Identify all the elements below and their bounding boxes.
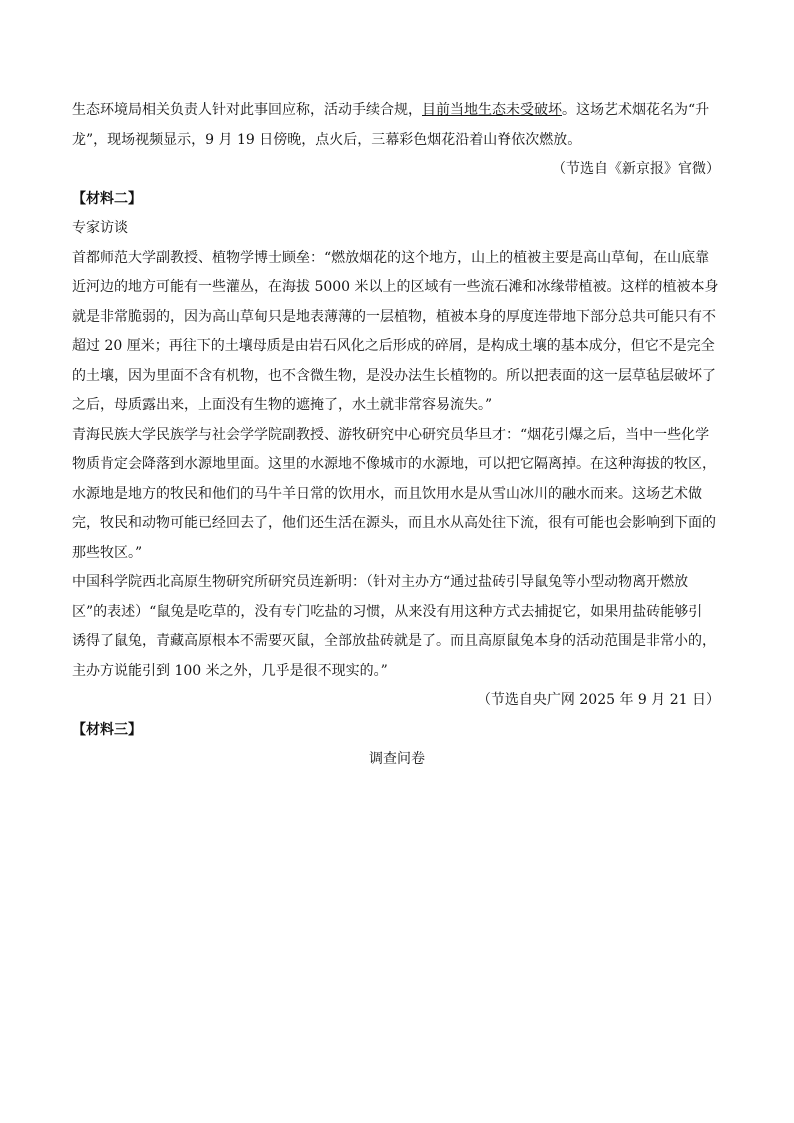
expert-paragraph bbox=[72, 568, 722, 686]
text-line: 首都师范大学副教授、植物学博士顾垒：“燃放烟花的这个地方，山上的植被主要是高山草甸，在山底靠 bbox=[72, 249, 710, 266]
text-line: 龙”，现场视频显示，9 月 19 日傍晚，点火后，三幕彩色烟花沿着山脊依次燃放。 bbox=[72, 131, 582, 148]
expert-paragraph bbox=[72, 421, 722, 569]
text-segment: 。这场艺术烟花名为“升 bbox=[562, 102, 710, 118]
text-line: 中国科学院西北高原生物研究所研究员连新明：（针对主办方“通过盐砖引导鼠兔等小型动物离开燃放 bbox=[72, 574, 689, 590]
text-line: 主办方说能引到 100 米之外，几乎是很不现实的。” bbox=[72, 662, 388, 679]
material-1-excerpt bbox=[72, 96, 722, 185]
section-heading: 【材料三】 bbox=[72, 721, 142, 738]
text-line: 那些牧区。” bbox=[72, 544, 143, 561]
underlined-text: 目前当地生态未受破坏 bbox=[422, 102, 562, 118]
text-line: 的土壤，因为里面不含有机物，也不含微生物，是没办法生长植物的。所以把表面的这一层草毡层破坏了 bbox=[72, 367, 716, 384]
section-heading: 【材料二】 bbox=[72, 190, 142, 207]
survey-title: 调查问卷 bbox=[369, 751, 425, 767]
expert-paragraph bbox=[72, 244, 722, 421]
document-page bbox=[72, 96, 722, 775]
text-line: 之后，母质露出来，上面没有生物的遮掩了，水土就非常容易流失。” bbox=[72, 397, 493, 413]
text-line: 近河边的地方可能有一些灌丛，在海拔 5000 米以上的区域有一些流石滩和冰缘带植被。这样的植被本身 bbox=[72, 279, 719, 295]
text-line: 青海民族大学民族学与社会学学院副教授、游牧研究中心研究员华旦才：“烟花引爆之后，当中一些化学 bbox=[72, 426, 710, 443]
source-citation: （节选自《新京报》官微） bbox=[552, 161, 720, 177]
text-line: 物质肯定会降落到水源地里面。这里的水源地不像城市的水源地，可以把它隔离掉。在这种海拔的牧区， bbox=[72, 456, 716, 472]
text-segment: 生态环境局相关负责人针对此事回应称，活动手续合规， bbox=[72, 102, 422, 118]
section-subtitle: 专家访谈 bbox=[72, 220, 128, 236]
text-line: 就是非常脆弱的，因为高山草甸只是地表薄薄的一层植物，植被本身的厚度连带地下部分总共可能只有不 bbox=[72, 308, 716, 325]
text-line: 区”的表述）“鼠兔是吃草的，没有专门吃盐的习惯，从来没有用这种方式去捕捉它，如果用盐砖能够引 bbox=[72, 603, 703, 620]
text-line: 诱得了鼠兔，青藏高原根本不需要灭鼠，全部放盐砖就是了。而且高原鼠兔本身的活动范围是非常小的， bbox=[72, 633, 716, 649]
text-line: 超过 20 厘米；再往下的土壤母质是由岩石风化之后形成的碎屑，是构成土壤的基本成分，但它不是完全 bbox=[72, 338, 715, 354]
text-line: 完，牧民和动物可能已经回去了，他们还生活在源头，而且水从高处往下流，很有可能也会影响到下面的 bbox=[72, 515, 716, 531]
source-citation: （节选自央广网 2025 年 9 月 21 日） bbox=[476, 692, 720, 708]
text-line bbox=[72, 96, 722, 126]
text-line: 水源地是地方的牧民和他们的马牛羊日常的饮用水，而且饮用水是从雪山冰川的融水而来。这场艺术做 bbox=[72, 485, 702, 502]
